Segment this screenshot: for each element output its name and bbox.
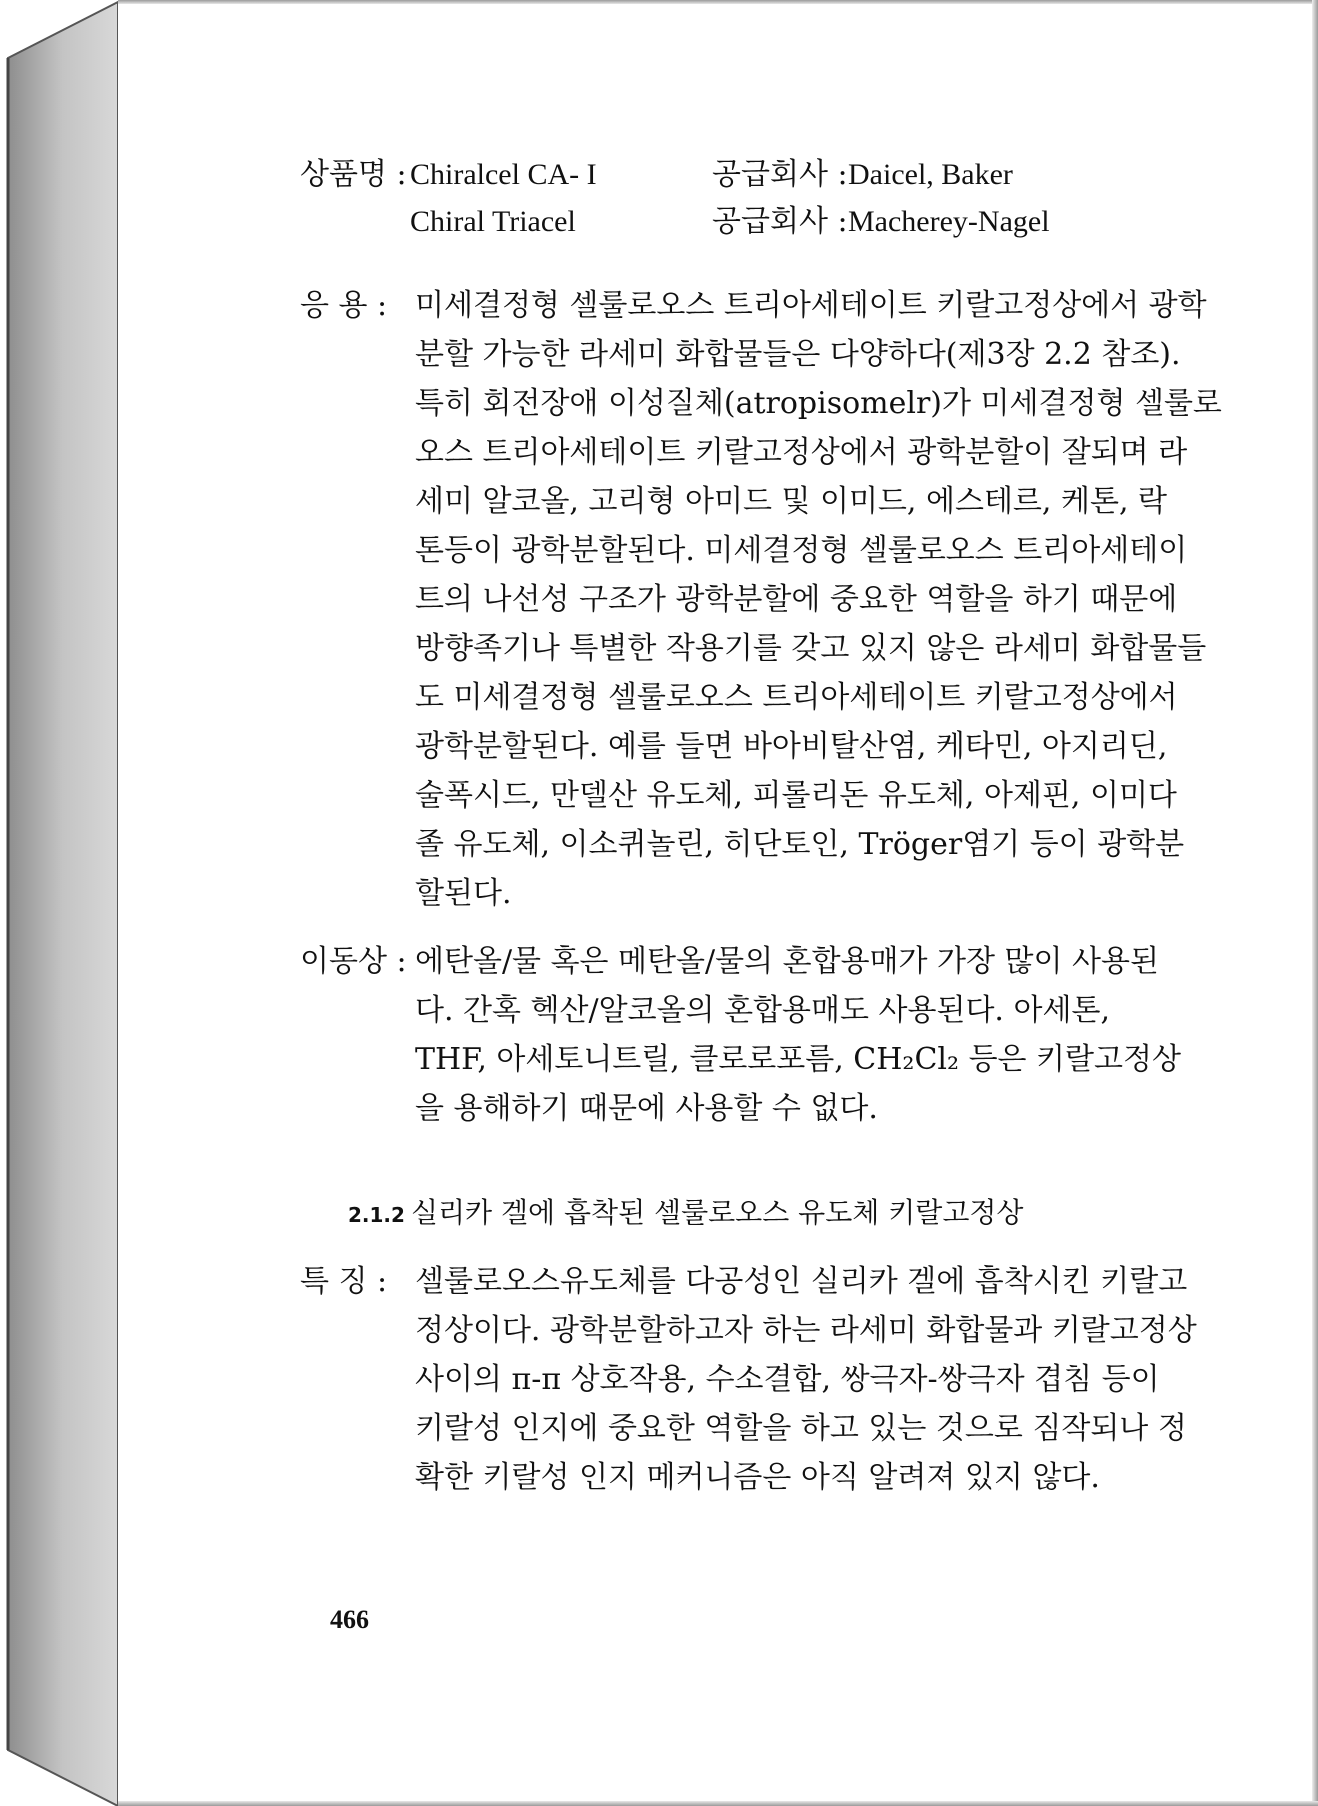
page-edge-bottom xyxy=(118,1801,1318,1806)
section-title: 실리카 겔에 흡착된 셀룰로오스 유도체 키랄고정상 xyxy=(410,1196,1024,1229)
features-line: 확한 키랄성 인지 메커니즘은 아직 알려져 있지 않다. xyxy=(415,1460,1100,1495)
application-line: 술폭시드, 만델산 유도체, 피롤리돈 유도체, 아제핀, 이미다 xyxy=(415,778,1177,813)
mobile-phase-line: THF, 아세토니트릴, 클로로포름, CH₂Cl₂ 등은 키랄고정상 xyxy=(415,1042,1181,1077)
supplier-name-2: Macherey-Nagel xyxy=(848,205,1050,238)
application-line: 세미 알코올, 고리형 아미드 및 이미드, 에스테르, 케톤, 락 xyxy=(415,484,1167,519)
mobile-phase-line: 을 용해하기 때문에 사용할 수 없다. xyxy=(415,1091,878,1126)
section-number: 2.1.2 xyxy=(348,1203,405,1227)
features-label: 특 징 : xyxy=(300,1264,388,1299)
supplier-name-1: Daicel, Baker xyxy=(848,158,1013,191)
application-line: 도 미세결정형 셀룰로오스 트리아세테이트 키랄고정상에서 xyxy=(415,680,1178,715)
mobile-phase-label: 이동상 : xyxy=(300,944,407,979)
application-line: 특히 회전장애 이성질체(atropisomelr)가 미세결정형 셀룰로 xyxy=(415,386,1222,421)
product-name-label: 상품명 : xyxy=(300,157,407,192)
application-line: 트의 나선성 구조가 광학분할에 중요한 역할을 하기 때문에 xyxy=(415,582,1178,617)
book-page xyxy=(118,0,1318,1806)
application-line: 분할 가능한 라세미 화합물들은 다양하다(제3장 2.2 참조). xyxy=(415,337,1181,372)
application-line: 톤등이 광학분할된다. 미세결정형 셀룰로오스 트리아세테이 xyxy=(415,533,1188,568)
product-name-2: Chiral Triacel xyxy=(410,205,576,238)
application-line: 오스 트리아세테이트 키랄고정상에서 광학분할이 잘되며 라 xyxy=(415,435,1188,470)
application-line: 할된다. xyxy=(415,876,512,911)
page-number: 466 xyxy=(330,1605,369,1634)
application-line: 방향족기나 특별한 작용기를 갖고 있지 않은 라세미 화합물들 xyxy=(415,631,1207,666)
product-name-1: Chiralcel CA- I xyxy=(410,158,597,191)
mobile-phase-line: 다. 간혹 헥산/알코올의 혼합용매도 사용된다. 아세톤, xyxy=(415,993,1110,1028)
page-edge-top xyxy=(118,0,1318,4)
page-edge-right xyxy=(1312,0,1318,1806)
mobile-phase-line: 에탄올/물 혹은 메탄올/물의 혼합용매가 가장 많이 사용된 xyxy=(415,944,1159,979)
supplier-label-1: 공급회사 : xyxy=(712,157,848,192)
application-line: 광학분할된다. 예를 들면 바아비탈산염, 케타민, 아지리딘, xyxy=(415,729,1168,764)
features-line: 사이의 π-π 상호작용, 수소결합, 쌍극자-쌍극자 겹침 등이 xyxy=(415,1362,1160,1397)
features-line: 정상이다. 광학분할하고자 하는 라세미 화합물과 키랄고정상 xyxy=(415,1313,1197,1348)
application-label: 응 용 : xyxy=(300,288,388,323)
section-heading xyxy=(348,1193,1023,1235)
features-line: 키랄성 인지에 중요한 역할을 하고 있는 것으로 짐작되나 정 xyxy=(415,1411,1187,1446)
supplier-label-2: 공급회사 : xyxy=(712,204,848,239)
application-line: 미세결정형 셀룰로오스 트리아세테이트 키랄고정상에서 광학 xyxy=(415,288,1207,323)
features-line: 셀룰로오스유도체를 다공성인 실리카 겔에 흡착시킨 키랄고 xyxy=(415,1264,1188,1299)
application-line: 졸 유도체, 이소퀴놀린, 히단토인, Tröger염기 등이 광학분 xyxy=(415,827,1185,862)
